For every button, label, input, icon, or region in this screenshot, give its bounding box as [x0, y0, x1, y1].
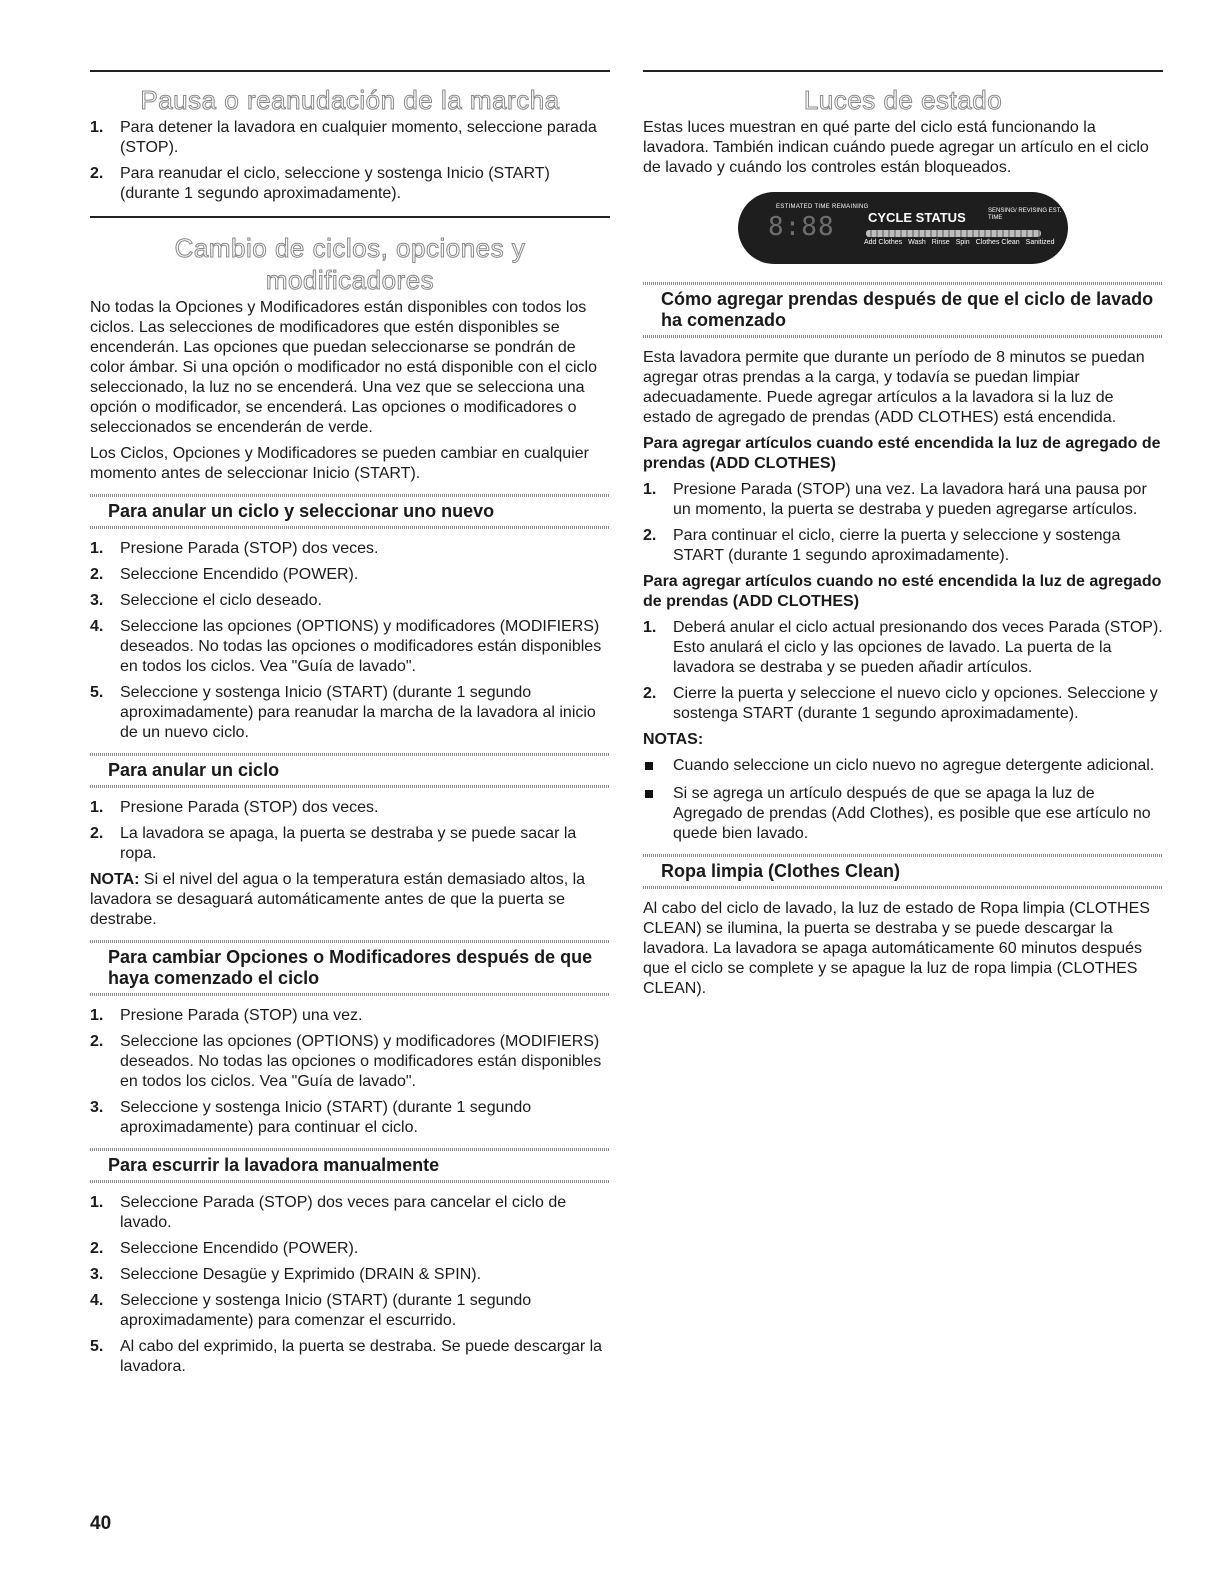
list-item: 3. Seleccione y sostenga Inicio (START) (durante 1 segundo aproximadamente) para continuar el ciclo.: [90, 1099, 532, 1136]
list-item: 1. Para detener la lavadora en cualquier momento, seleccione parada (STOP).: [90, 119, 597, 156]
list-item: 1. Presione Parada (STOP) dos veces.: [90, 799, 379, 816]
stage-label: Spin: [955, 239, 970, 246]
status-stages: [864, 239, 1054, 246]
section-title-pause: Pausa o reanudación de la marcha: [140, 85, 560, 115]
paragraph: Estas luces muestran en qué parte del ciclo está funcionando la lavadora. También indican cuándo puede agregar un artículo en el ciclo de lavado y cuándo los controles están bloqueados.: [643, 119, 1149, 176]
section-rule: [90, 216, 610, 218]
list-item: 4. Seleccione las opciones (OPTIONS) y modificadores (MODIFIERS) deseados. No todas las opciones o modificadores están disponibles en todos los ciclos. Vea "Guía de lavado".: [90, 618, 602, 675]
bullet-icon: [645, 790, 653, 798]
top-rule: [90, 70, 610, 72]
left-column: [90, 0, 610, 1383]
top-rule: [643, 70, 1163, 72]
list-item: 2. Seleccione Encendido (POWER).: [90, 566, 359, 583]
subheading-block: [90, 1148, 610, 1183]
list-item: 4. Seleccione y sostenga Inicio (START) (durante 1 segundo aproximadamente) para comenzar el escurrido.: [90, 1292, 532, 1329]
time-remaining-label: ESTIMATED TIME REMAINING: [776, 204, 869, 210]
cycle-status-panel-image: [738, 192, 1068, 264]
subheading: Ropa limpia (Clothes Clean): [661, 861, 901, 881]
section-title-change: Cambio de ciclos, opciones y modificadores: [174, 233, 526, 295]
subheading: Para escurrir la lavadora manualmente: [108, 1155, 440, 1175]
paragraph: Esta lavadora permite que durante un período de 8 minutos se puedan agregar otras prendas a la carga, y todavía se puedan limpiar adecuadamente. Puede agregar artículos a la lavadora si la luz de estado de agregado de prendas (ADD CLOTHES) está encendida.: [643, 349, 1145, 426]
list-item: 2. Seleccione las opciones (OPTIONS) y modificadores (MODIFIERS) deseados. No todas las opciones o modificadores están disponibles en todos los ciclos. Vea "Guía de lavado".: [90, 1033, 602, 1090]
stage-label: Wash: [908, 239, 926, 246]
subheading-block: [90, 494, 610, 529]
subheading-block: [90, 753, 610, 788]
list-item: 5. Seleccione y sostenga Inicio (START) (durante 1 segundo aproximadamente) para reanudar la marcha de la lavadora al inicio de un nuevo ciclo.: [90, 684, 596, 741]
bold-intro: Para agregar artículos cuando no esté encendida la luz de agregado de prendas (ADD CLOTHES): [643, 573, 1162, 610]
drain-steps: [90, 1193, 610, 1377]
notes-label: NOTAS:: [643, 731, 704, 748]
list-item: 5. Al cabo del exprimido, la puerta se destraba. Se puede descargar la lavadora.: [90, 1338, 603, 1375]
list-item: 1. Presione Parada (STOP) una vez.: [90, 1007, 363, 1024]
sensing-label: SENSING/ REVISING EST. TIME: [988, 208, 1062, 221]
bullet-icon: [645, 762, 653, 770]
page-number: 40: [90, 1513, 112, 1534]
subheading: Para anular un ciclo: [108, 760, 280, 780]
stage-label: Sanitized: [1025, 239, 1055, 246]
stage-label: Add Clothes: [864, 239, 903, 246]
list-item: Si se agrega un artículo después de que se apaga la luz de Agregado de prendas (Add Clothes), es posible que ese artículo no quede bien lavado.: [643, 784, 1163, 844]
list-item: 2. Para reanudar el ciclo, seleccione y sostenga Inicio (START) (durante 1 segundo aproximadamente).: [90, 165, 550, 202]
subheading: Para anular un ciclo y seleccionar uno nuevo: [108, 501, 495, 521]
cancel-new-steps: [90, 539, 610, 743]
list-item: 2. La lavadora se apaga, la puerta se destraba y se puede sacar la ropa.: [90, 825, 577, 862]
subheading-block: [90, 940, 610, 996]
note: NOTA: Si el nivel del agua o la temperatura están demasiado altos, la lavadora se desaguará automáticamente antes de que la puerta se destrabe.: [90, 871, 586, 928]
subheading: Cómo agregar prendas después de que el ciclo de lavado ha comenzado: [661, 289, 1154, 330]
cancel-steps: [90, 798, 610, 864]
list-item: Cuando seleccione un ciclo nuevo no agregue detergente adicional.: [643, 756, 1163, 776]
pause-steps: [90, 118, 610, 204]
right-column: [643, 0, 1163, 1005]
subheading: Para cambiar Opciones o Modificadores después de que haya comenzado el ciclo: [108, 947, 593, 988]
list-item: 1. Presione Parada (STOP) una vez. La lavadora hará una pausa por un momento, la puerta se destraba y pueden agregarse artículos.: [643, 481, 1147, 518]
list-item: 1. Seleccione Parada (STOP) dos veces para cancelar el ciclo de lavado.: [90, 1194, 567, 1231]
add-on-steps: [643, 480, 1163, 566]
paragraph: No todas la Opciones y Modificadores están disponibles con todos los ciclos. Las selecciones de modificadores que estén disponibles se encenderán. Las opciones que puedan seleccionarse se pondrán de color ámbar. Si una opción o modificador no está disponible con el ciclo seleccionado, la luz no se encenderá. Una vez que se selecciona una opción o modificador, se encenderá. Las opciones o modificadores o seleccionados se encenderán de verde.: [90, 299, 597, 436]
time-display: 8:88: [768, 212, 835, 242]
change-after-steps: [90, 1006, 610, 1138]
list-item: 1. Presione Parada (STOP) dos veces.: [90, 540, 379, 557]
status-bar: [866, 230, 1041, 237]
list-item: 3. Seleccione Desagüe y Exprimido (DRAIN & SPIN).: [90, 1266, 482, 1283]
subheading-block: [643, 282, 1163, 338]
section-title-status: Luces de estado: [803, 85, 1003, 115]
cycle-status-label: CYCLE STATUS: [868, 210, 966, 225]
list-item: 1. Deberá anular el ciclo actual presionando dos veces Parada (STOP). Esto anulará el ciclo y las opciones de lavado. La puerta de la lavadora se destraba y se pueden añadir artículos.: [643, 619, 1163, 676]
paragraph: Al cabo del ciclo de lavado, la luz de estado de Ropa limpia (CLOTHES CLEAN) se ilumina, la puerta se destraba y se puede descargar la lavadora. La lavadora se apaga automáticamente 60 minutos después que el ciclo se complete y se apague la luz de ropa limpia (CLOTHES CLEAN).: [643, 900, 1150, 997]
stage-label: Clothes Clean: [975, 239, 1020, 246]
list-item: 2. Seleccione Encendido (POWER).: [90, 1240, 359, 1257]
list-item: 2. Cierre la puerta y seleccione el nuevo ciclo y opciones. Seleccione y sostenga START (durante 1 segundo aproximadamente).: [643, 685, 1158, 722]
list-item: 2. Para continuar el ciclo, cierre la puerta y seleccione y sostenga START (durante 1 segundo aproximadamente).: [643, 527, 1121, 564]
stage-label: Rinse: [931, 239, 950, 246]
notes-list: [643, 756, 1163, 844]
add-off-steps: [643, 618, 1163, 724]
list-item: 3. Seleccione el ciclo deseado.: [90, 592, 322, 609]
bold-intro: Para agregar artículos cuando esté encendida la luz de agregado de prendas (ADD CLOTHES): [643, 435, 1161, 472]
paragraph: Los Ciclos, Opciones y Modificadores se pueden cambiar en cualquier momento antes de seleccionar Inicio (START).: [90, 445, 589, 482]
subheading-block: [643, 854, 1163, 889]
